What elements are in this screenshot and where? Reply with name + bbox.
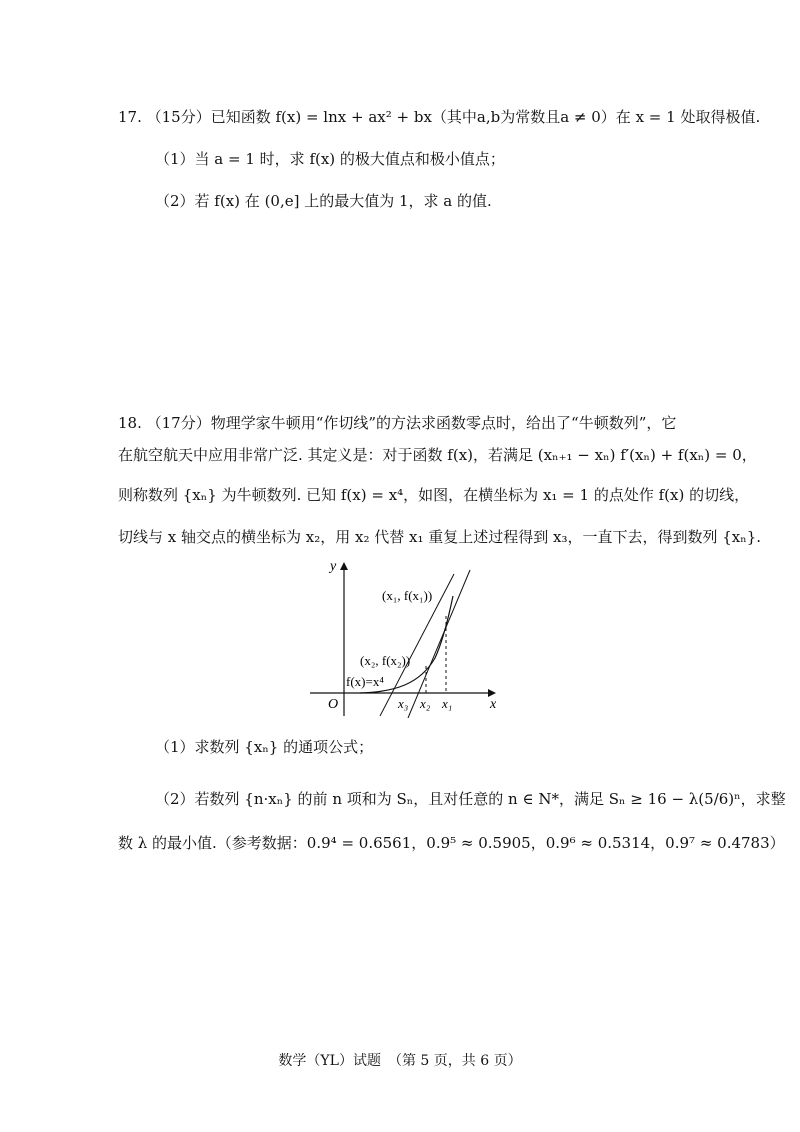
q17-part1: （1）当 a = 1 时，求 f(x) 的极大值点和极小值点； [155,150,505,168]
y-axis-arrow [340,562,348,570]
q18-part2-line2: 数 λ 的最小值.（参考数据：0.9⁴ = 0.6561，0.9⁵ ≈ 0.5905，0.9⁶ ≈ 0.5314，0.9⁷ ≈ 0.4783） [118,834,785,852]
q18-part1: （1）求数列 {xₙ} 的通项公式； [155,738,374,756]
q17-part2: （2）若 f(x) 在 (0,e] 上的最大值为 1，求 a 的值. [155,192,492,210]
q18-stem-line1: 18. （17分）物理学家牛顿用“作切线”的方法求函数零点时，给出了“牛顿数列”，它 [118,414,677,432]
tick-x2: x₂ [420,696,431,711]
curve-label: f(x)=x⁴ [346,674,384,689]
y-axis-label: y [330,559,337,574]
x-axis-label: x [490,697,497,712]
q17-stem: 17. （15分）已知函数 f(x) = lnx + ax² + bx（其中a,b为常数且a ≠ 0）在 x = 1 处取得极值. [118,108,761,126]
tick-x1: x₁ [442,696,453,711]
point2-label: (x₂, f(x₂)) [360,653,411,668]
q18-part2-line1: （2）若数列 {n·xₙ} 的前 n 项和为 Sₙ，且对任意的 n ∈ N*，满足 Sₙ ≥ 16 − λ(5/6)ⁿ，求整 [155,790,786,808]
q18-stem-line3: 则称数列 {xₙ} 为牛顿数列. 已知 f(x) = x⁴，如图，在横坐标为 x₁ = 1 的点处作 f(x) 的切线， [118,486,750,504]
q18-stem-line2: 在航空航天中应用非常广泛. 其定义是：对于函数 f(x)，若满足 (xₙ₊₁ − xₙ) f′(xₙ) + f(xₙ) = 0， [118,446,757,464]
newton-figure [300,558,500,718]
tick-x3: x₃ [398,696,409,711]
page-footer: 数学（YL）试题 （第 5 页，共 6 页） [278,1053,522,1069]
x-axis-arrow [488,689,496,697]
origin-label: O [328,697,339,712]
q18-stem-line4: 切线与 x 轴交点的横坐标为 x₂，用 x₂ 代替 x₁ 重复上述过程得到 x₃，一直下去，得到数列 {xₙ}. [118,528,762,546]
point1-label: (x₁, f(x₁)) [382,588,433,603]
